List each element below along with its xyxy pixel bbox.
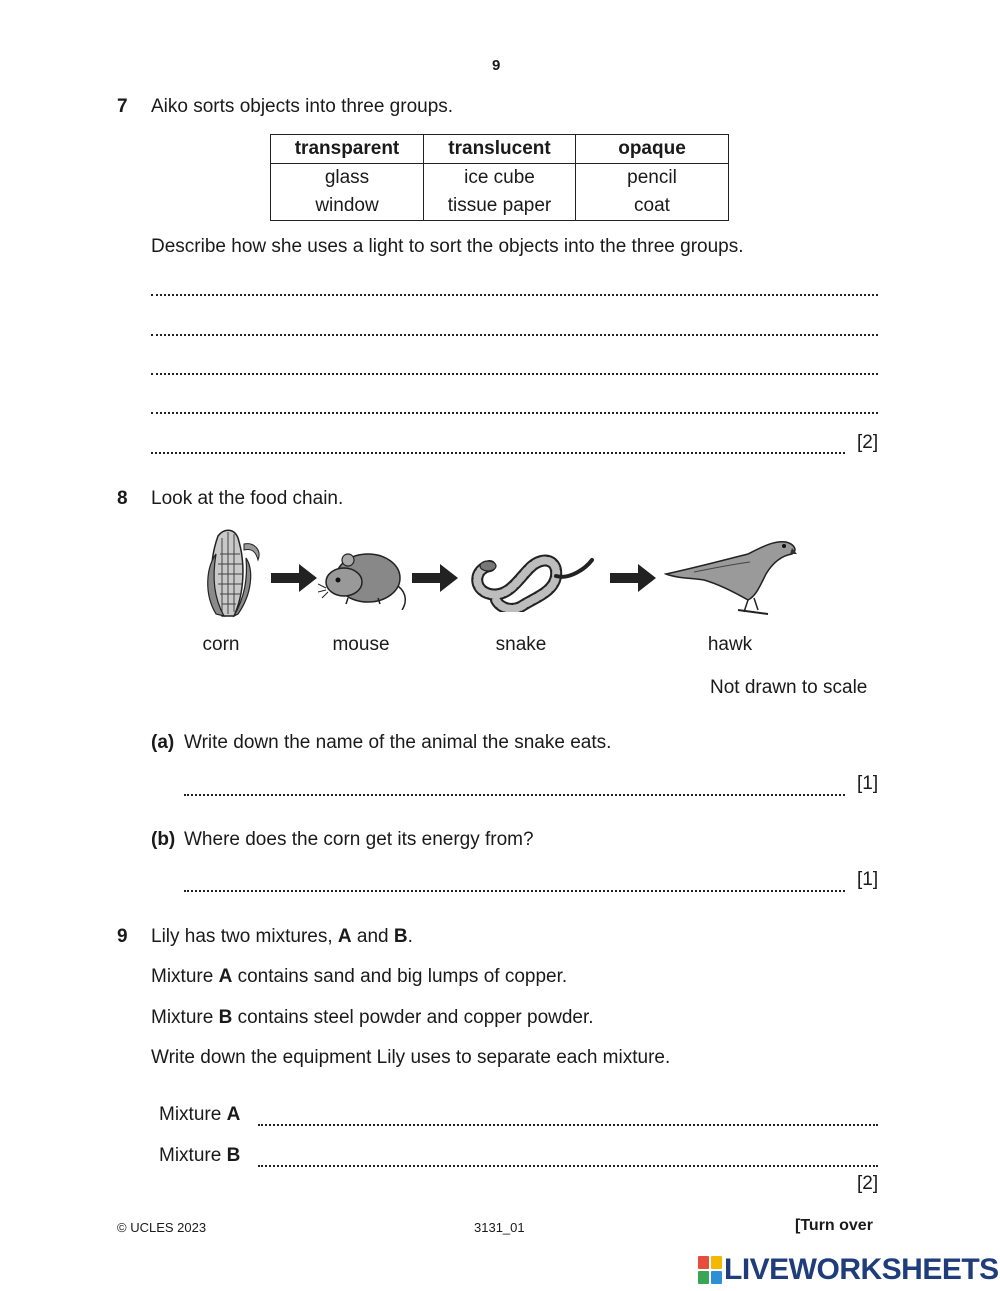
mixture-letter: B <box>226 1145 241 1166</box>
table-header: transparent <box>271 135 424 164</box>
arrow-icon <box>271 564 317 592</box>
question-7-marks: [2] <box>857 432 879 453</box>
mixture-a-answer-label <box>159 1104 240 1126</box>
stem-and: and <box>351 926 394 947</box>
part-b-marks: [1] <box>857 869 879 890</box>
paper-code: 3131_01 <box>474 1220 525 1235</box>
snake-picture <box>470 546 596 612</box>
table-cell: window <box>271 192 424 221</box>
copyright: © UCLES 2023 <box>117 1220 207 1235</box>
question-8-stem: Look at the food chain. <box>151 488 344 509</box>
desc-prefix: Mixture <box>151 966 219 987</box>
part-a-label: (a) <box>151 732 175 753</box>
part-a-question: Write down the name of the animal the snake eats. <box>184 732 612 753</box>
chain-label-snake: snake <box>495 634 547 655</box>
question-9-number: 9 <box>117 926 128 947</box>
answer-line-q7-5[interactable] <box>151 452 845 454</box>
desc-letter: A <box>218 966 233 987</box>
chain-label-mouse: mouse <box>332 634 390 655</box>
table-row <box>271 192 729 221</box>
desc-text: contains steel powder and copper powder. <box>232 1007 594 1028</box>
table-cell: tissue paper <box>424 192 576 221</box>
page-number: 9 <box>492 57 501 74</box>
answer-line-q7-1[interactable] <box>151 294 878 296</box>
turn-over: [Turn over <box>795 1217 873 1234</box>
answer-line-q8b[interactable] <box>184 890 845 892</box>
answer-line-mixture-b[interactable] <box>258 1165 878 1167</box>
table-row <box>271 164 729 193</box>
answer-line-q8a[interactable] <box>184 794 845 796</box>
sorting-table <box>270 134 729 221</box>
part-a-marks: [1] <box>857 773 879 794</box>
part-b-question: Where does the corn get its energy from? <box>184 829 534 850</box>
part-b-label: (b) <box>151 829 176 850</box>
mixture-b-description <box>151 1007 594 1029</box>
question-9-prompt: Write down the equipment Lily uses to separate each mixture. <box>151 1047 671 1068</box>
mixture-word: Mixture <box>159 1145 222 1166</box>
table-header: translucent <box>424 135 576 164</box>
table-header-row <box>271 135 729 164</box>
desc-letter: B <box>218 1007 233 1028</box>
mixture-word: Mixture <box>159 1104 222 1125</box>
desc-text: contains sand and big lumps of copper. <box>232 966 568 987</box>
mixture-a-ref: A <box>337 926 352 947</box>
scale-note: Not drawn to scale <box>710 677 868 698</box>
mixture-letter: A <box>226 1104 241 1125</box>
chain-label-corn: corn <box>202 634 240 655</box>
hawk-picture <box>664 534 798 616</box>
stem-text: Lily has two mixtures, <box>151 926 338 947</box>
question-9-stem <box>151 926 413 948</box>
mixture-b-answer-label <box>159 1145 240 1167</box>
question-9-marks: [2] <box>857 1173 879 1194</box>
table-cell: pencil <box>576 164 729 193</box>
question-7-number: 7 <box>117 96 128 117</box>
answer-line-q7-3[interactable] <box>151 373 878 375</box>
table-cell: glass <box>271 164 424 193</box>
liveworksheets-logo-icon <box>698 1256 722 1284</box>
table-header: opaque <box>576 135 729 164</box>
answer-line-mixture-a[interactable] <box>258 1124 878 1126</box>
table-cell: coat <box>576 192 729 221</box>
desc-prefix: Mixture <box>151 1007 219 1028</box>
question-8-number: 8 <box>117 488 128 509</box>
answer-line-q7-4[interactable] <box>151 412 878 414</box>
question-7-prompt: Describe how she uses a light to sort the objects into the three groups. <box>151 236 744 257</box>
answer-line-q7-2[interactable] <box>151 334 878 336</box>
table-cell: ice cube <box>424 164 576 193</box>
corn-picture <box>200 524 266 620</box>
mixture-a-description <box>151 966 567 988</box>
arrow-icon <box>610 564 656 592</box>
question-7-stem: Aiko sorts objects into three groups. <box>151 96 454 117</box>
mouse-picture <box>318 538 408 610</box>
stem-period: . <box>407 926 413 947</box>
liveworksheets-brand: LIVEWORKSHEETS <box>724 1253 999 1286</box>
arrow-icon <box>412 564 458 592</box>
chain-label-hawk: hawk <box>707 634 753 655</box>
mixture-b-ref: B <box>393 926 408 947</box>
